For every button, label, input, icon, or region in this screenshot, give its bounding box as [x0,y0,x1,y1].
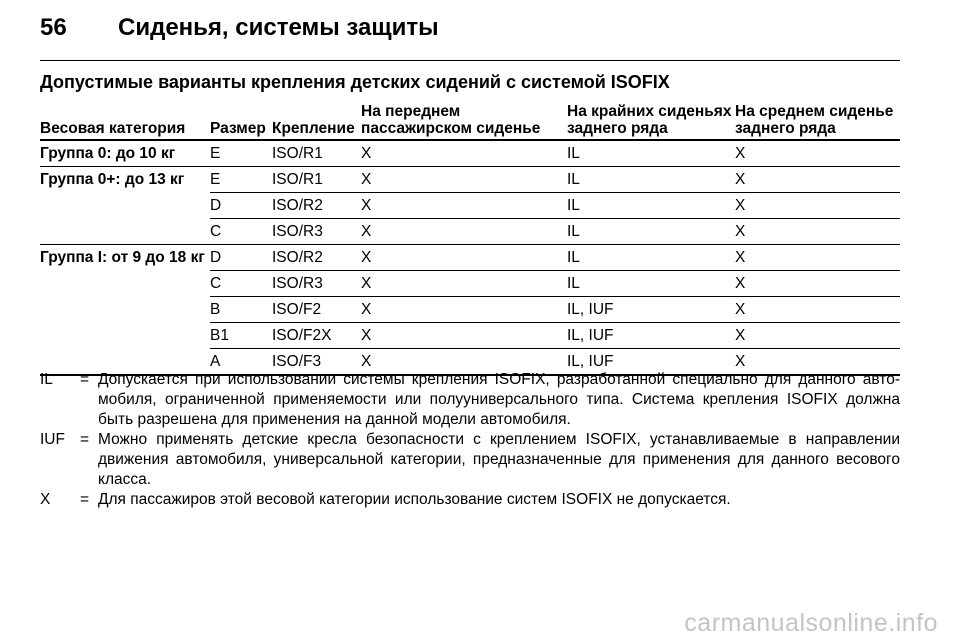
column-header-rear-center: На среднем сиденье заднего ряда [735,98,900,140]
legend-equals: = [80,491,90,508]
table-row [40,193,900,219]
watermark: carmanualsonline.info [684,609,938,637]
mount-cell: ISO/R2 [272,193,361,219]
column-header-weight: Весовая категория [40,98,210,140]
rear-center-cell: X [735,271,900,297]
legend-item [40,370,900,430]
column-header-mount: Крепление [272,98,361,140]
legend [40,370,900,510]
size-cell: B1 [210,323,272,349]
size-cell: E [210,140,272,167]
table-row [40,271,900,297]
page-number: 56 [40,14,67,41]
rear-outer-cell: IL [567,193,735,219]
table-row [40,323,900,349]
rear-outer-cell: IL [567,245,735,271]
legend-item [40,490,900,510]
size-cell: D [210,245,272,271]
mount-cell: ISO/R1 [272,140,361,167]
weight-group-cell [40,297,210,323]
mount-cell: ISO/R3 [272,219,361,245]
table-row [40,245,900,271]
legend-key: X [40,491,51,508]
page-header [40,12,900,61]
legend-text: Можно применять детские кресла безопасности с креплением ISOFIX, устанавливаемые в направлении движения автомобиля, универсальной категории, предназначенные для применения для данного весового класса. [98,431,900,488]
rear-center-cell: X [735,193,900,219]
table-row [40,297,900,323]
section-title: Сиденья, системы защиты [118,14,439,41]
table-row [40,167,900,193]
size-cell: C [210,219,272,245]
legend-key: IL [40,371,53,388]
rear-outer-cell: IL, IUF [567,349,735,376]
isofix-table [40,98,900,376]
rear-outer-cell: IL [567,271,735,297]
mount-cell: ISO/F2 [272,297,361,323]
mount-cell: ISO/R2 [272,245,361,271]
rear-outer-cell: IL, IUF [567,297,735,323]
size-cell: E [210,167,272,193]
rear-center-cell: X [735,297,900,323]
rear-center-cell: X [735,167,900,193]
size-cell: C [210,271,272,297]
weight-group-cell: Группа I: от 9 до 18 кг [40,249,205,266]
front-seat-cell: X [361,323,567,349]
weight-group-cell [40,219,210,245]
front-seat-cell: X [361,140,567,167]
legend-item [40,430,900,490]
front-seat-cell: X [361,167,567,193]
front-seat-cell: X [361,193,567,219]
front-seat-cell: X [361,271,567,297]
rear-outer-cell: IL [567,167,735,193]
rear-center-cell: X [735,219,900,245]
table-header-row [40,98,900,140]
front-seat-cell: X [361,245,567,271]
size-cell: B [210,297,272,323]
legend-key: IUF [40,431,65,448]
size-cell: A [210,349,272,376]
weight-group-cell [40,271,210,297]
table-title: Допустимые варианты крепления детских сидений с системой ISOFIX [40,72,670,92]
rear-center-cell: X [735,323,900,349]
weight-group-cell: Группа 0: до 10 кг [40,140,210,167]
rear-outer-cell: IL, IUF [567,323,735,349]
table-row [40,140,900,167]
rear-outer-cell: IL [567,219,735,245]
weight-group-cell: Группа 0+: до 13 кг [40,171,185,188]
column-header-rear-outer: На крайних сиденьях заднего ряда [567,98,735,140]
mount-cell: ISO/F2X [272,323,361,349]
legend-text: Для пассажиров этой весовой категории использование систем ISOFIX не допускается. [98,491,731,508]
front-seat-cell: X [361,349,567,376]
weight-group-cell [40,193,210,219]
legend-equals: = [80,371,90,388]
column-header-front-seat: На переднем пассажирском сиденье [361,98,567,140]
weight-group-cell [40,323,210,349]
mount-cell: ISO/R3 [272,271,361,297]
rear-center-cell: X [735,245,900,271]
mount-cell: ISO/F3 [272,349,361,376]
rear-center-cell: X [735,140,900,167]
column-header-size: Размер [210,98,272,140]
size-cell: D [210,193,272,219]
mount-cell: ISO/R1 [272,167,361,193]
rear-center-cell: X [735,349,900,376]
front-seat-cell: X [361,297,567,323]
legend-equals: = [80,431,90,448]
table-row [40,219,900,245]
rear-outer-cell: IL [567,140,735,167]
front-seat-cell: X [361,219,567,245]
legend-text: Допускается при использовании системы крепления ISOFIX, разработанной специально для данного автомобиля, ограниченной применяемости или полууниверсального типа. Система крепления ISOFIX должна быть разрешена для применения на данной модели автомобиля. [98,371,900,428]
